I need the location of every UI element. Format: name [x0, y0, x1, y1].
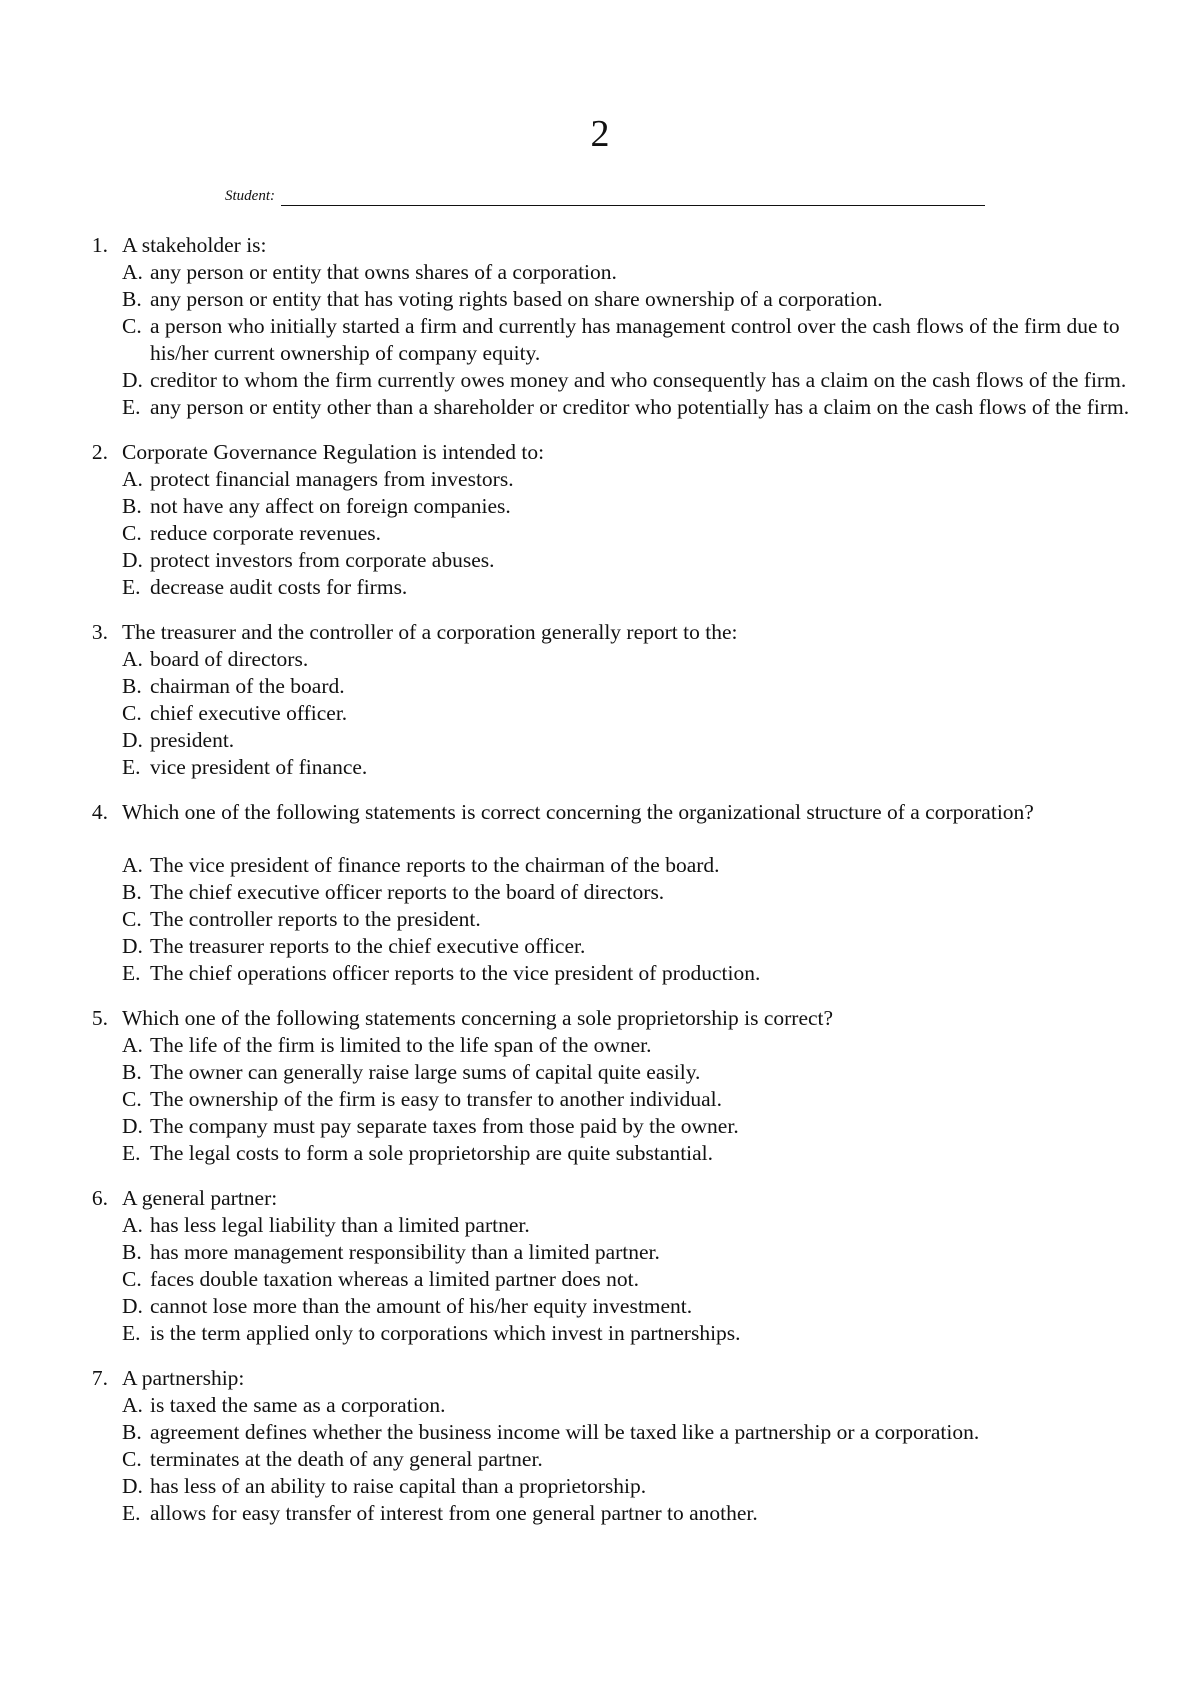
- option-letter: D.: [122, 548, 143, 572]
- option-text: The company must pay separate taxes from those paid by the owner.: [150, 1114, 739, 1138]
- question-stem: A general partner:: [122, 1186, 278, 1210]
- option-d: [122, 547, 1150, 574]
- option-letter: B.: [122, 287, 142, 311]
- option-e: [122, 960, 1150, 987]
- option-b: [122, 1419, 1150, 1446]
- option-c: [122, 906, 1150, 933]
- question-gap: [60, 826, 1150, 852]
- option-c: [122, 1086, 1150, 1113]
- option-e: [122, 574, 1150, 601]
- option-letter: E.: [122, 961, 141, 985]
- question-number: 6.: [91, 1186, 108, 1210]
- option-e: [122, 1500, 1150, 1527]
- option-letter: B.: [122, 1240, 142, 1264]
- page-number: 2: [590, 113, 610, 155]
- option-text: has less of an ability to raise capital than a proprietorship.: [150, 1474, 647, 1498]
- option-text: is taxed the same as a corporation.: [150, 1393, 446, 1417]
- option-text: any person or entity that has voting rights based on share ownership of a corporation.: [150, 287, 883, 311]
- option-text: The vice president of finance reports to the chairman of the board.: [150, 853, 720, 877]
- question-2: [60, 439, 1150, 601]
- option-d: [122, 1293, 1150, 1320]
- option-a: [122, 852, 1150, 879]
- option-a: [122, 646, 1150, 673]
- option-e: [122, 1140, 1150, 1167]
- option-e: [122, 394, 1150, 421]
- option-letter: B.: [122, 1420, 142, 1444]
- option-text: faces double taxation whereas a limited partner does not.: [150, 1267, 639, 1291]
- option-c: [122, 700, 1150, 727]
- option-text: The chief operations officer reports to the vice president of production.: [150, 961, 761, 985]
- option-letter: A.: [122, 1213, 143, 1237]
- option-letter: E.: [122, 1141, 141, 1165]
- option-text: board of directors.: [150, 647, 309, 671]
- option-c: [122, 520, 1150, 547]
- option-letter: C.: [122, 1447, 142, 1471]
- option-text: The controller reports to the president.: [150, 907, 481, 931]
- option-letter: D.: [122, 934, 143, 958]
- option-letter: E.: [122, 1501, 141, 1525]
- option-letter: D.: [122, 728, 143, 752]
- option-text: a person who initially started a firm and currently has management control over the cash flows of the firm due to his/her current ownership of company equity.: [150, 314, 1120, 365]
- option-letter: D.: [122, 368, 143, 392]
- option-d: [122, 1113, 1150, 1140]
- option-letter: B.: [122, 880, 142, 904]
- option-letter: D.: [122, 1294, 143, 1318]
- question-number: 1.: [91, 233, 108, 257]
- option-letter: B.: [122, 674, 142, 698]
- option-letter: C.: [122, 1267, 142, 1291]
- option-text: has less legal liability than a limited partner.: [150, 1213, 530, 1237]
- question-number: 7.: [91, 1366, 108, 1390]
- option-letter: C.: [122, 314, 142, 338]
- option-letter: D.: [122, 1114, 143, 1138]
- option-b: [122, 286, 1150, 313]
- option-letter: C.: [122, 1087, 142, 1111]
- option-letter: D.: [122, 1474, 143, 1498]
- option-text: allows for easy transfer of interest from one general partner to another.: [150, 1501, 758, 1525]
- option-c: [122, 313, 1150, 367]
- option-a: [122, 1212, 1150, 1239]
- question-stem: Corporate Governance Regulation is intended to:: [122, 440, 545, 464]
- question-stem: A stakeholder is:: [122, 233, 267, 257]
- option-a: [122, 466, 1150, 493]
- option-text: The legal costs to form a sole proprietorship are quite substantial.: [150, 1141, 714, 1165]
- option-letter: B.: [122, 1060, 142, 1084]
- option-d: [122, 933, 1150, 960]
- question-number: 4.: [91, 800, 108, 824]
- option-c: [122, 1446, 1150, 1473]
- question-7: [60, 1365, 1150, 1527]
- option-text: president.: [150, 728, 235, 752]
- option-letter: A.: [122, 260, 143, 284]
- option-text: chief executive officer.: [150, 701, 348, 725]
- question-5: [60, 1005, 1150, 1167]
- student-name-field: [225, 186, 985, 206]
- option-letter: E.: [122, 575, 141, 599]
- option-text: is the term applied only to corporations which invest in partnerships.: [150, 1321, 741, 1345]
- option-letter: E.: [122, 395, 141, 419]
- option-text: agreement defines whether the business income will be taxed like a partnership or a corporation.: [150, 1420, 980, 1444]
- option-letter: C.: [122, 521, 142, 545]
- option-c: [122, 1266, 1150, 1293]
- option-b: [122, 493, 1150, 520]
- option-letter: A.: [122, 647, 143, 671]
- option-text: The owner can generally raise large sums of capital quite easily.: [150, 1060, 701, 1084]
- question-1: [60, 232, 1150, 421]
- question-number: 5.: [91, 1006, 108, 1030]
- question-stem: A partnership:: [122, 1366, 245, 1390]
- question-4: [60, 799, 1150, 987]
- option-d: [122, 1473, 1150, 1500]
- option-d: [122, 367, 1150, 394]
- option-letter: A.: [122, 1033, 143, 1057]
- option-text: The chief executive officer reports to the board of directors.: [150, 880, 665, 904]
- option-letter: E.: [122, 755, 141, 779]
- option-letter: A.: [122, 467, 143, 491]
- option-text: any person or entity other than a shareholder or creditor who potentially has a claim on the cash flows of the firm.: [150, 395, 1130, 419]
- option-e: [122, 1320, 1150, 1347]
- option-d: [122, 727, 1150, 754]
- student-name-line: [281, 189, 985, 206]
- option-text: The life of the firm is limited to the life span of the owner.: [150, 1033, 652, 1057]
- option-letter: C.: [122, 907, 142, 931]
- option-a: [122, 1032, 1150, 1059]
- option-e: [122, 754, 1150, 781]
- question-stem: Which one of the following statements is correct concerning the organizational structure of a corporation?: [122, 800, 1034, 824]
- question-stem: The treasurer and the controller of a corporation generally report to the:: [122, 620, 738, 644]
- option-b: [122, 1059, 1150, 1086]
- option-text: The treasurer reports to the chief executive officer.: [150, 934, 586, 958]
- option-text: cannot lose more than the amount of his/her equity investment.: [150, 1294, 693, 1318]
- option-text: any person or entity that owns shares of a corporation.: [150, 260, 617, 284]
- option-text: chairman of the board.: [150, 674, 345, 698]
- option-text: The ownership of the firm is easy to transfer to another individual.: [150, 1087, 722, 1111]
- option-text: vice president of finance.: [150, 755, 368, 779]
- option-text: decrease audit costs for firms.: [150, 575, 408, 599]
- option-letter: A.: [122, 853, 143, 877]
- question-number: 2.: [91, 440, 108, 464]
- option-text: reduce corporate revenues.: [150, 521, 381, 545]
- question-6: [60, 1185, 1150, 1347]
- option-text: has more management responsibility than a limited partner.: [150, 1240, 660, 1264]
- option-text: creditor to whom the firm currently owes money and who consequently has a claim on the cash flows of the firm.: [150, 368, 1127, 392]
- option-text: protect investors from corporate abuses.: [150, 548, 495, 572]
- option-letter: C.: [122, 701, 142, 725]
- option-letter: A.: [122, 1393, 143, 1417]
- option-letter: E.: [122, 1321, 141, 1345]
- option-letter: B.: [122, 494, 142, 518]
- option-text: not have any affect on foreign companies.: [150, 494, 511, 518]
- option-b: [122, 1239, 1150, 1266]
- option-text: protect financial managers from investors.: [150, 467, 514, 491]
- question-number: 3.: [91, 620, 108, 644]
- question-stem: Which one of the following statements concerning a sole proprietorship is correct?: [122, 1006, 834, 1030]
- option-b: [122, 673, 1150, 700]
- question-list: [60, 232, 1150, 1545]
- student-label: Student:: [225, 188, 275, 204]
- question-3: [60, 619, 1150, 781]
- option-text: terminates at the death of any general partner.: [150, 1447, 543, 1471]
- option-a: [122, 259, 1150, 286]
- option-b: [122, 879, 1150, 906]
- option-a: [122, 1392, 1150, 1419]
